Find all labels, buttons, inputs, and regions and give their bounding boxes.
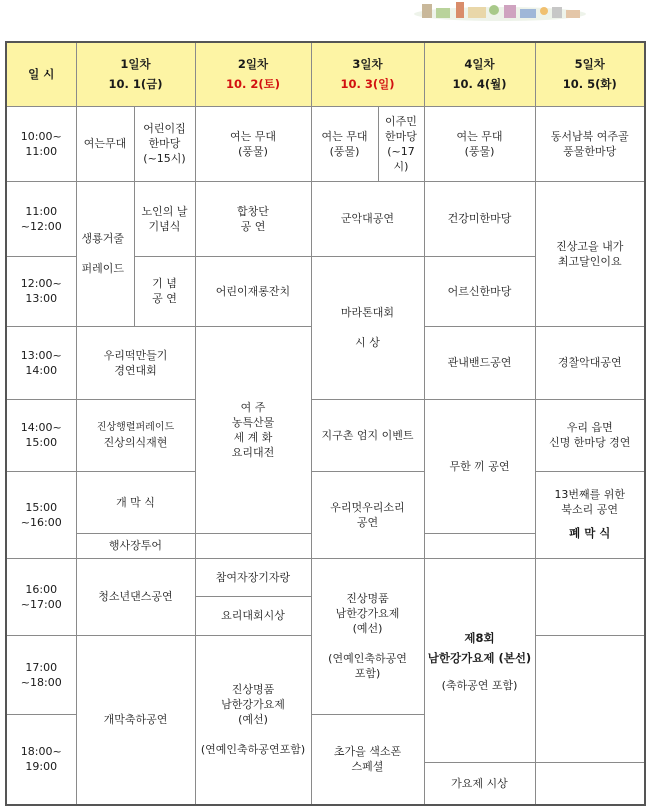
event-cell: 진상행렬퍼레이드 진상의식재현 bbox=[76, 399, 195, 471]
event-cell: 13번째를 위한 북소리 공연 폐 막 식 bbox=[535, 471, 645, 558]
event-cell: 제8회 남한강가요제 (본선) (축하공연 포함) bbox=[424, 558, 535, 762]
event-cell: 우리떡만들기 경연대회 bbox=[76, 326, 195, 399]
event-cell: 무한 끼 공연 bbox=[424, 399, 535, 533]
time-slot: 10:00~ 11:00 bbox=[6, 106, 76, 181]
event-cell bbox=[535, 762, 645, 805]
time-slot: 17:00 ~18:00 bbox=[6, 635, 76, 714]
event-cell: 개 막 식 bbox=[76, 471, 195, 533]
event-cell bbox=[195, 533, 311, 558]
event-cell bbox=[535, 558, 645, 635]
time-slot: 12:00~ 13:00 bbox=[6, 256, 76, 326]
time-slot: 16:00 ~17:00 bbox=[6, 558, 76, 635]
event-cell: 어린이집 한마당 (~15시) bbox=[134, 106, 195, 181]
event-cell: 참여자장기자랑 bbox=[195, 558, 311, 596]
event-cell: 진상고을 내가 최고달인이요 bbox=[535, 181, 645, 326]
festival-schedule-table bbox=[5, 41, 646, 806]
event-cell: 우리 읍면 신명 한마당 경연 bbox=[535, 399, 645, 471]
event-cell: 경찰악대공연 bbox=[535, 326, 645, 399]
festival-banner-illustration bbox=[410, 0, 590, 22]
event-cell: 여는 무대 (풍물) bbox=[424, 106, 535, 181]
day4-header: 4일차 10. 4(월) bbox=[424, 42, 535, 106]
time-slot: 18:00~ 19:00 bbox=[6, 714, 76, 805]
event-cell: 합창단 공 연 bbox=[195, 181, 311, 256]
event-cell: 여는무대 bbox=[76, 106, 134, 181]
event-cell: 초가을 색소폰 스페셜 bbox=[311, 714, 424, 805]
event-cell: 이주민 한마당 (~17시) bbox=[378, 106, 424, 181]
event-cell: 여는 무대 (풍물) bbox=[311, 106, 378, 181]
event-cell: 노인의 날 기념식 bbox=[134, 181, 195, 256]
header-row bbox=[6, 42, 645, 106]
time-slot: 13:00~ 14:00 bbox=[6, 326, 76, 399]
event-cell: 우리멋우리소리 공연 bbox=[311, 471, 424, 558]
time-slot: 11:00 ~12:00 bbox=[6, 181, 76, 256]
event-cell: 마라톤대회 시 상 bbox=[311, 256, 424, 399]
event-cell: 지구촌 엄지 이벤트 bbox=[311, 399, 424, 471]
day5-header: 5일차 10. 5(화) bbox=[535, 42, 645, 106]
day1-header: 1일차 10. 1(금) bbox=[76, 42, 195, 106]
event-cell: 여는 무대 (풍물) bbox=[195, 106, 311, 181]
event-cell: 어르신한마당 bbox=[424, 256, 535, 326]
event-cell: 동서남북 여주골 풍물한마당 bbox=[535, 106, 645, 181]
event-cell: 청소년댄스공연 bbox=[76, 558, 195, 635]
event-cell: 건강미한마당 bbox=[424, 181, 535, 256]
time-header: 일 시 bbox=[6, 42, 76, 106]
time-slot: 15:00 ~16:00 bbox=[6, 471, 76, 558]
event-cell: 군악대공연 bbox=[311, 181, 424, 256]
event-cell: 개막축하공연 bbox=[76, 635, 195, 805]
event-cell: 진상명품 남한강가요제 (예선) (연예인축하공연 포함) bbox=[311, 558, 424, 714]
event-cell: 생룡거줄 퍼레이드 bbox=[76, 181, 134, 326]
event-cell: 행사장투어 bbox=[76, 533, 195, 558]
event-cell: 여 주 농특산물 세 계 화 요리대전 bbox=[195, 326, 311, 533]
event-cell: 관내밴드공연 bbox=[424, 326, 535, 399]
event-cell: 가요제 시상 bbox=[424, 762, 535, 805]
event-cell: 진상명품 남한강가요제 (예선) (연예인축하공연포함) bbox=[195, 635, 311, 805]
event-cell: 요리대회시상 bbox=[195, 596, 311, 635]
day2-header: 2일차 10. 2(토) bbox=[195, 42, 311, 106]
event-cell bbox=[535, 635, 645, 762]
time-slot: 14:00~ 15:00 bbox=[6, 399, 76, 471]
event-cell: 어린이재롱잔치 bbox=[195, 256, 311, 326]
event-cell bbox=[424, 533, 535, 558]
day3-header: 3일차 10. 3(일) bbox=[311, 42, 424, 106]
event-cell: 기 념 공 연 bbox=[134, 256, 195, 326]
